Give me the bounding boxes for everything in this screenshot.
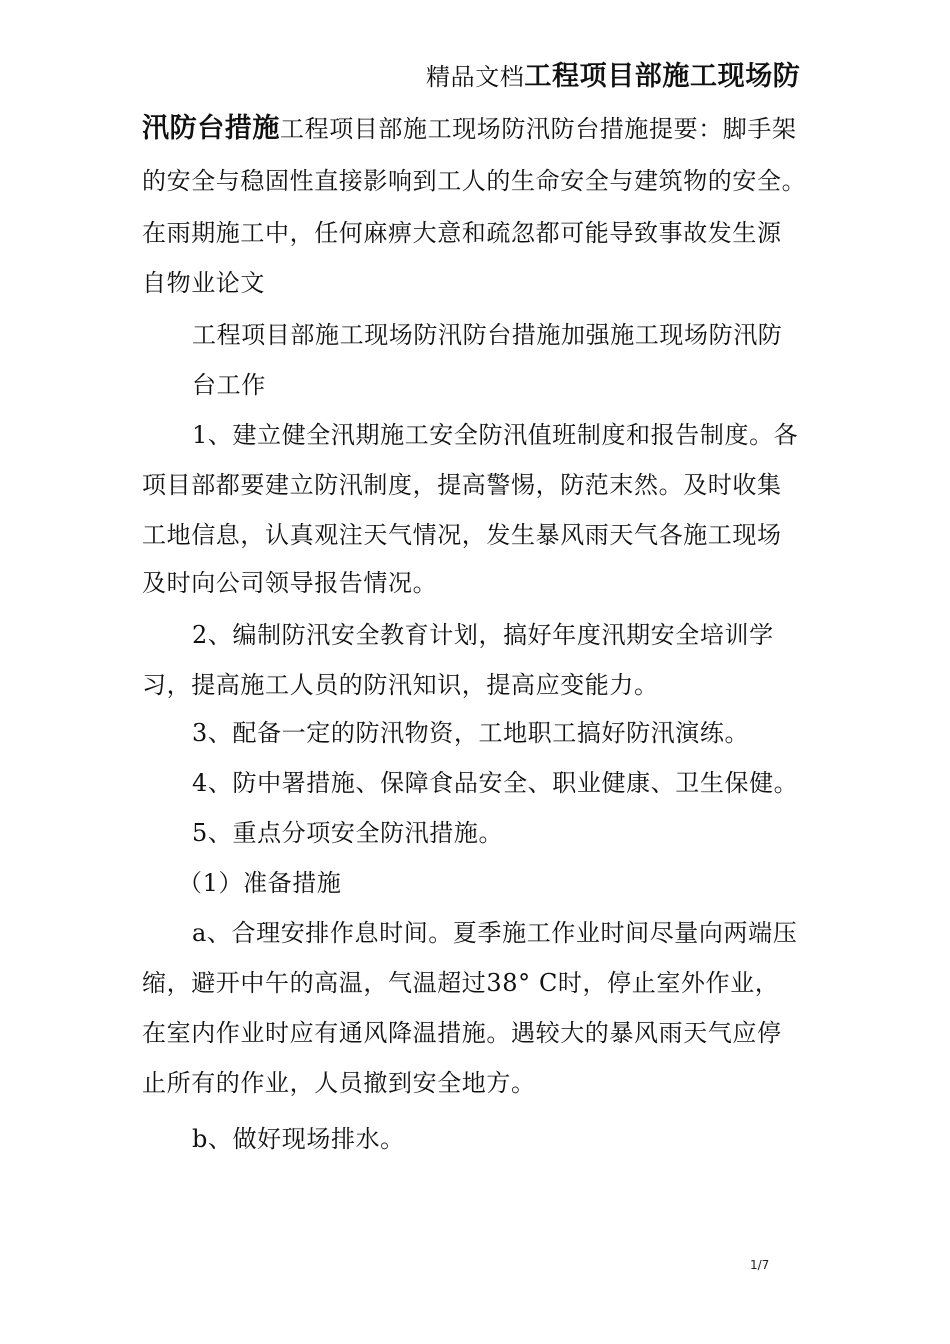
paragraph-a-line-4: 止所有的作业，人员撤到安全地方。 — [142, 1069, 536, 1097]
paragraph-1-line-2: 项目部都要建立防汛制度，提高警惕，防范末然。及时收集 — [142, 471, 782, 499]
intro-line-3: 在雨期施工中，任何麻痹大意和疏忽都可能导致事故发生源 — [142, 219, 782, 247]
paragraph-b: b、做好现场排水。 — [192, 1125, 405, 1153]
paragraph-5: 5、重点分项安全防汛措施。 — [192, 819, 504, 847]
paragraph-2-line-2: 习，提高施工人员的防汛知识，提高应变能力。 — [142, 671, 659, 699]
paragraph-a-line-3: 在室内作业时应有通风降温措施。遇较大的暴风雨天气应停 — [142, 1019, 782, 1047]
paragraph-3: 3、配备一定的防汛物资，工地职工搞好防汛演练。 — [192, 719, 750, 747]
intro-line-2: 的安全与稳固性直接影响到工人的生命安全与建筑物的安全。 — [142, 167, 807, 195]
document-title-part2: 汛防台措施 — [142, 113, 280, 144]
intro-line-4: 自物业论文 — [142, 269, 265, 297]
paragraph-1-line-1: 1、建立健全汛期施工安全防汛值班制度和报告制度。各 — [192, 421, 799, 449]
paragraph-4: 4、防中署措施、保障食品安全、职业健康、卫生保健。 — [192, 769, 799, 797]
document-title-part1: 工程项目部施工现场防 — [524, 61, 801, 92]
paragraph-1-line-4: 及时向公司领导报告情况。 — [142, 569, 438, 597]
intro-line-1 — [142, 114, 797, 144]
paragraph-2-line-1: 2、编制防汛安全教育计划，搞好年度汛期安全培训学 — [192, 621, 774, 649]
header-line — [426, 62, 800, 92]
paragraph-a-line-1: a、合理安排作息时间。夏季施工作业时间尽量向两端压 — [192, 919, 798, 947]
header-label: 精品文档 — [426, 63, 525, 91]
paragraph-1-line-3: 工地信息，认真观注天气情况，发生暴风雨天气各施工现场 — [142, 521, 782, 549]
page-number: 1/7 — [750, 1258, 770, 1272]
subheading-1: （1）准备措施 — [178, 869, 342, 897]
intro-text: 工程项目部施工现场防汛防台措施提要：脚手架 — [280, 115, 797, 143]
section-title-line-2: 台工作 — [192, 371, 266, 399]
paragraph-a-line-2: 缩，避开中午的高温，气温超过38° C时，停止室外作业， — [142, 969, 780, 997]
section-title-line-1: 工程项目部施工现场防汛防台措施加强施工现场防汛防 — [192, 321, 783, 349]
